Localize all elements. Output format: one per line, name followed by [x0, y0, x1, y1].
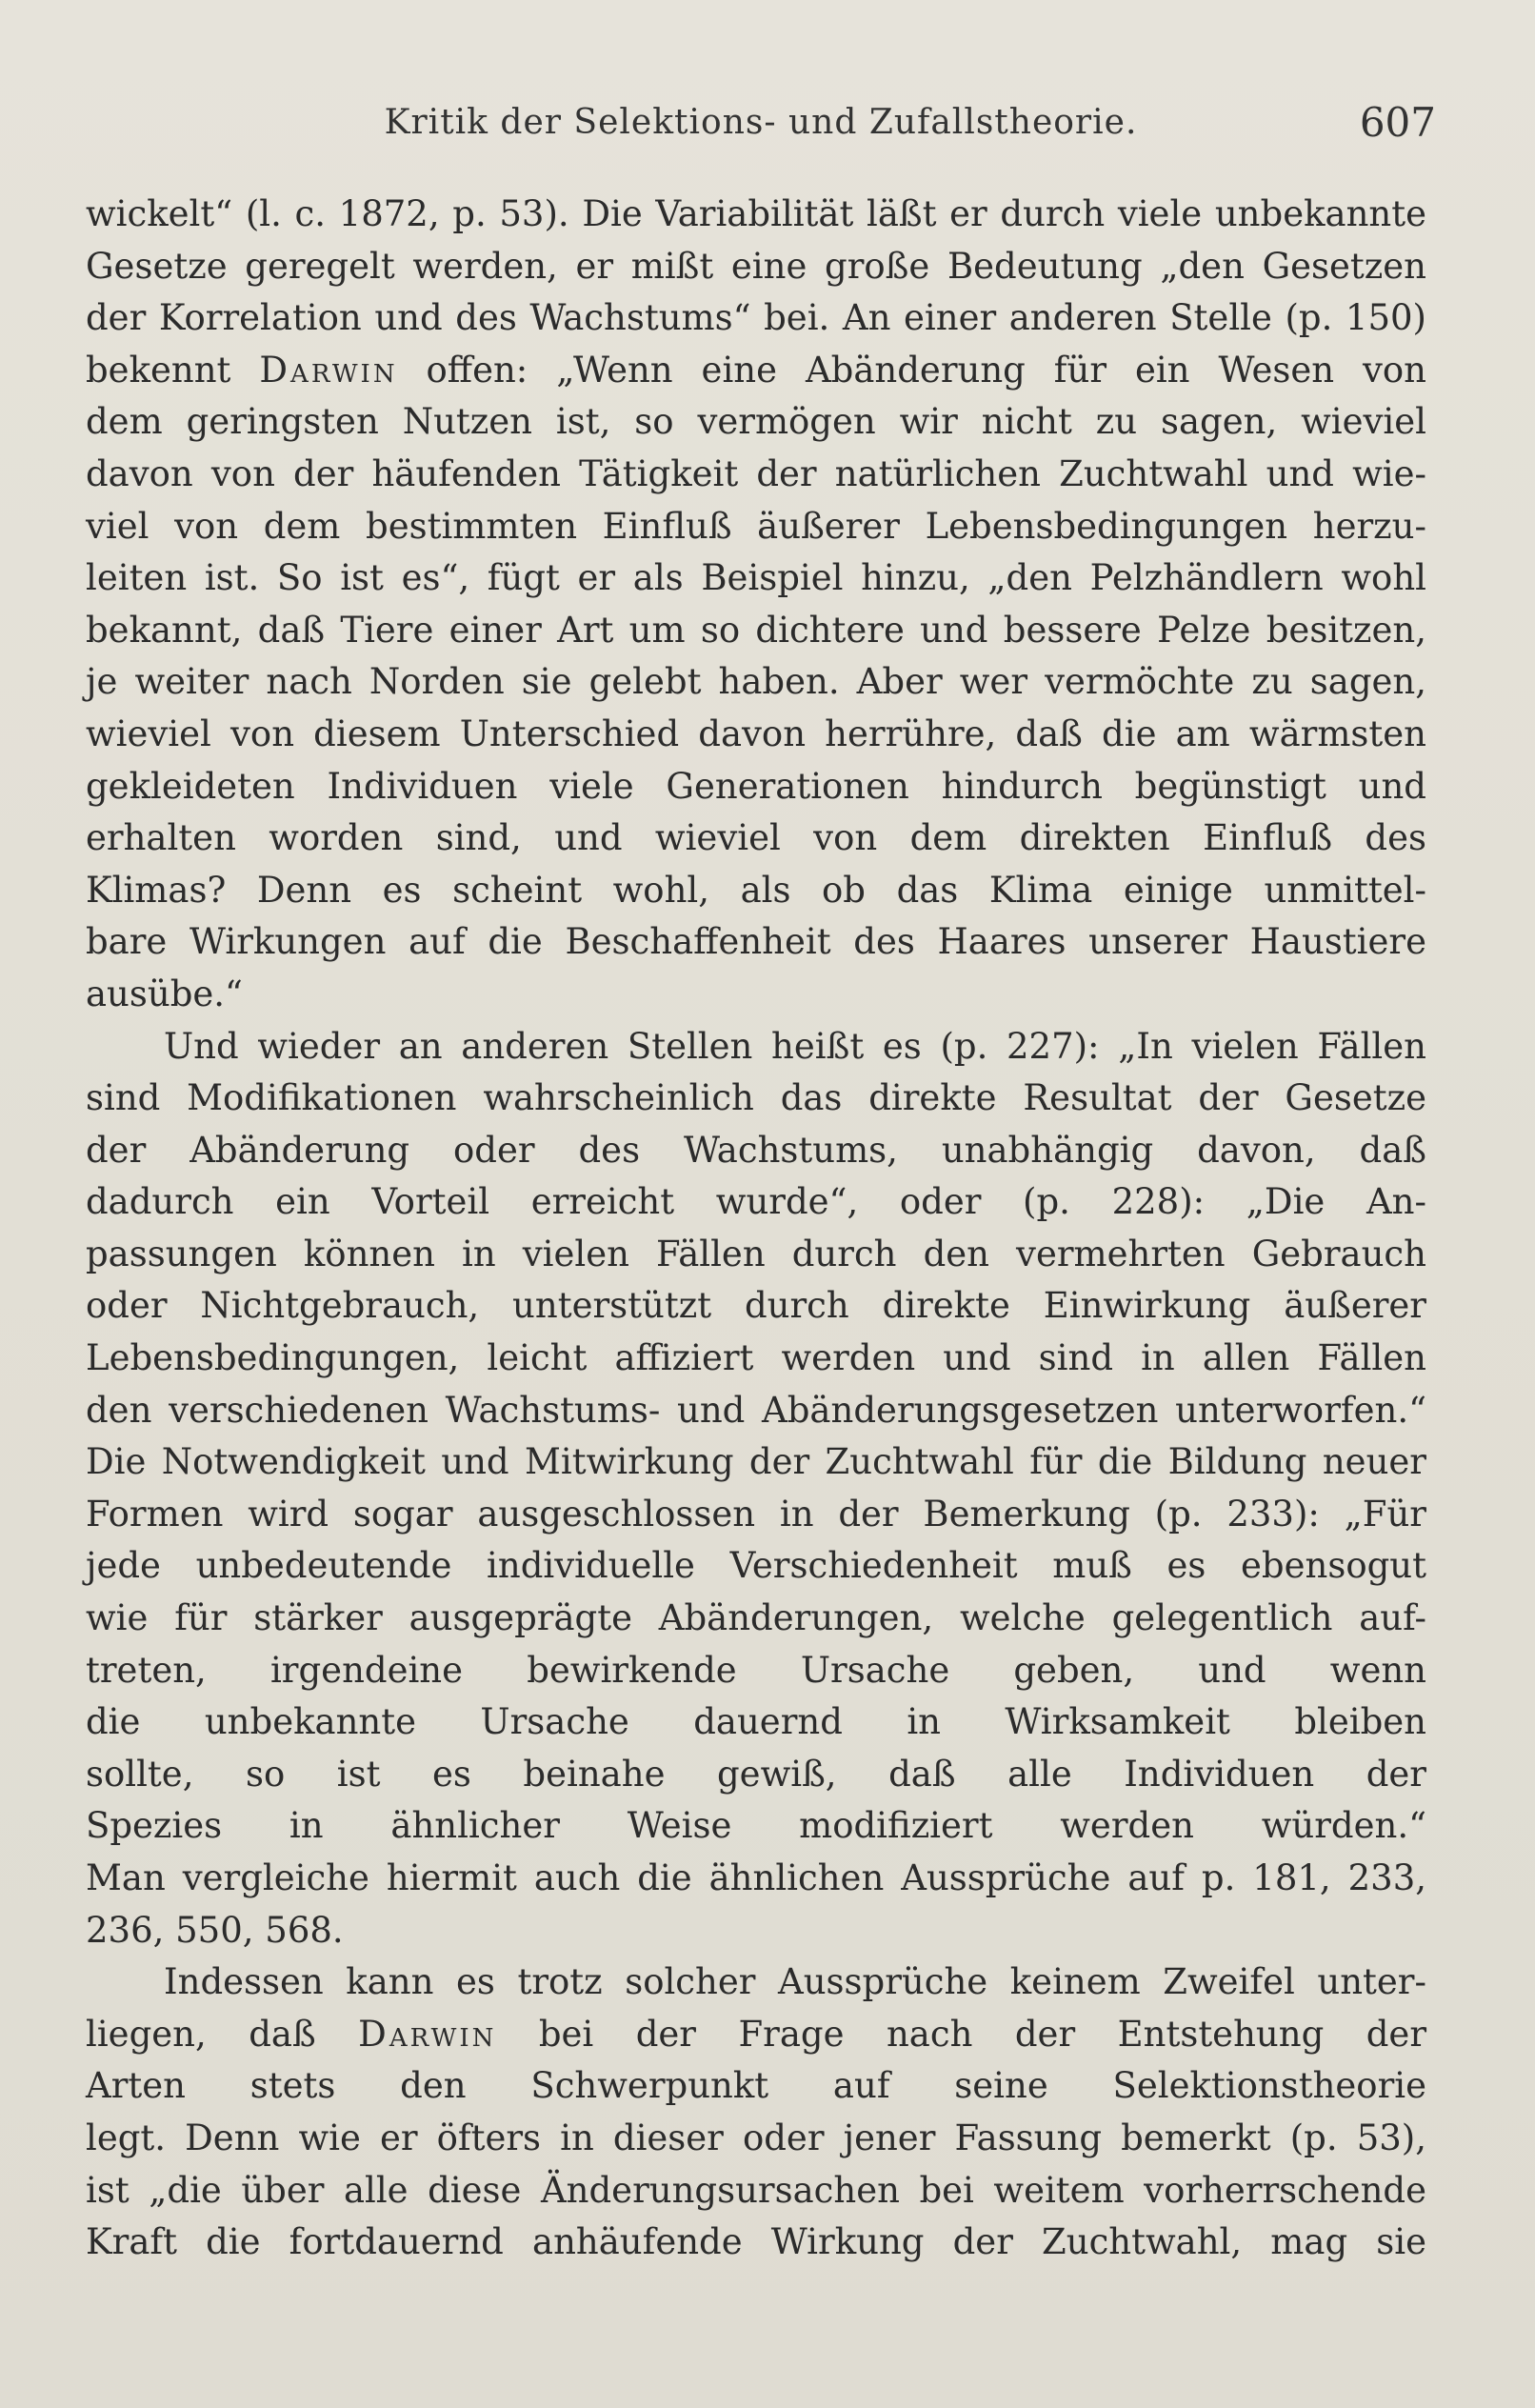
text-line-paragraph-end: ausübe.“: [86, 973, 243, 1014]
text-line: bekennt Darwin offen: „Wenn eine Abänderung für ein Wesen von: [86, 349, 1427, 391]
text-line: dem geringsten Nutzen ist, so vermögen wir nicht zu sagen, wieviel: [86, 401, 1426, 443]
text-line: leiten ist. So ist es“, fügt er als Beispiel hinzu, „den Pelzhändlern wohl: [86, 557, 1426, 599]
text-line: ist „die über alle diese Änderungsursachen bei weitem vorherrschende: [86, 2169, 1426, 2211]
text-line: passungen können in vielen Fällen durch den vermehrten Gebrauch: [86, 1233, 1426, 1274]
text-line: Formen wird sogar ausgeschlossen in der Bemerkung (p. 233): „Für: [86, 1493, 1426, 1535]
text-line: Lebensbedingungen, leicht affiziert werden und sind in allen Fällen: [86, 1337, 1426, 1379]
text-line: oder Nichtgebrauch, unterstützt durch direkte Einwirkung äußerer: [86, 1285, 1426, 1327]
body-text: [86, 189, 1426, 2269]
text-line: der Korrelation und des Wachstums“ bei. An einer anderen Stelle (p. 150): [86, 297, 1426, 339]
text-line: sind Modifikationen wahrscheinlich das direkte Resultat der Gesetze: [86, 1077, 1426, 1119]
text-line: Arten stets den Schwerpunkt auf seine Selektionstheorie: [86, 2065, 1426, 2107]
text-line: Gesetze geregelt werden, er mißt eine große Bedeutung „den Gesetzen: [86, 245, 1426, 287]
text-line: wie für stärker ausgeprägte Abänderungen, welche gelegentlich auf-: [86, 1597, 1426, 1639]
text-line: Die Notwendigkeit und Mitwirkung der Zuchtwahl für die Bildung neuer: [86, 1441, 1426, 1483]
text-line: der Abänderung oder des Wachstums, unabhängig davon, daß: [86, 1129, 1426, 1171]
text-line: Kraft die fortdauernd anhäufende Wirkung der Zuchtwahl, mag sie: [86, 2221, 1426, 2263]
text-line: Spezies in ähnlicher Weise modifiziert werden würden.“: [86, 1805, 1426, 1847]
text-line-paragraph-start: Indessen kann es trotz solcher Aussprüche keinem Zweifel unter-: [164, 1961, 1426, 2003]
text-line: legt. Denn wie er öfters in dieser oder jener Fassung bemerkt (p. 53),: [86, 2117, 1426, 2158]
text-line: wickelt“ (l. c. 1872, p. 53). Die Variabilität läßt er durch viele unbekannte: [86, 193, 1426, 234]
page-number: 607: [1359, 99, 1436, 146]
text-line: Man vergleiche hiermit auch die ähnlichen Aussprüche auf p. 181, 233,: [86, 1857, 1426, 1898]
text-line: je weiter nach Norden sie gelebt haben. Aber wer vermöchte zu sagen,: [86, 661, 1426, 703]
author-name-smallcaps: Darwin: [259, 349, 398, 391]
text-line: Klimas? Denn es scheint wohl, als ob das Klima einige unmittel-: [86, 869, 1426, 911]
text-line: bare Wirkungen auf die Beschaffenheit des Haares unserer Haustiere: [86, 921, 1426, 963]
text-line: jede unbedeutende individuelle Verschiedenheit muß es ebensogut: [86, 1545, 1426, 1587]
text-line: wieviel von diesem Unterschied davon herrühre, daß die am wärmsten: [86, 712, 1426, 754]
text-line: gekleideten Individuen viele Generationen hindurch begünstigt und: [86, 765, 1426, 807]
text-line: die unbekannte Ursache dauernd in Wirksamkeit bleiben: [86, 1701, 1426, 1743]
text-line: sollte, so ist es beinahe gewiß, daß alle Individuen der: [86, 1753, 1426, 1795]
running-head: Kritik der Selektions- und Zufallstheorie.: [384, 103, 1138, 142]
text-line: treten, irgendeine bewirkende Ursache geben, und wenn: [86, 1649, 1426, 1691]
text-line: liegen, daß Darwin bei der Frage nach der Entstehung der: [86, 2013, 1427, 2055]
text-line: erhalten worden sind, und wieviel von dem direkten Einfluß des: [86, 817, 1426, 859]
author-name-smallcaps: Darwin: [358, 2013, 497, 2055]
text-line: viel von dem bestimmten Einfluß äußerer Lebensbedingungen herzu-: [86, 505, 1426, 547]
text-line-paragraph-start: Und wieder an anderen Stellen heißt es (p. 227): „In vielen Fällen: [164, 1025, 1426, 1067]
text-line: bekannt, daß Tiere einer Art um so dichtere und bessere Pelze besitzen,: [86, 609, 1426, 651]
text-line: den verschiedenen Wachstums- und Abänderungsgesetzen unterworfen.“: [86, 1389, 1426, 1431]
text-line-paragraph-end: 236, 550, 568.: [86, 1909, 344, 1951]
text-line: dadurch ein Vorteil erreicht wurde“, oder (p. 228): „Die An-: [86, 1181, 1426, 1223]
text-line: davon von der häufenden Tätigkeit der natürlichen Zuchtwahl und wie-: [86, 452, 1426, 494]
page-header: [86, 99, 1436, 156]
